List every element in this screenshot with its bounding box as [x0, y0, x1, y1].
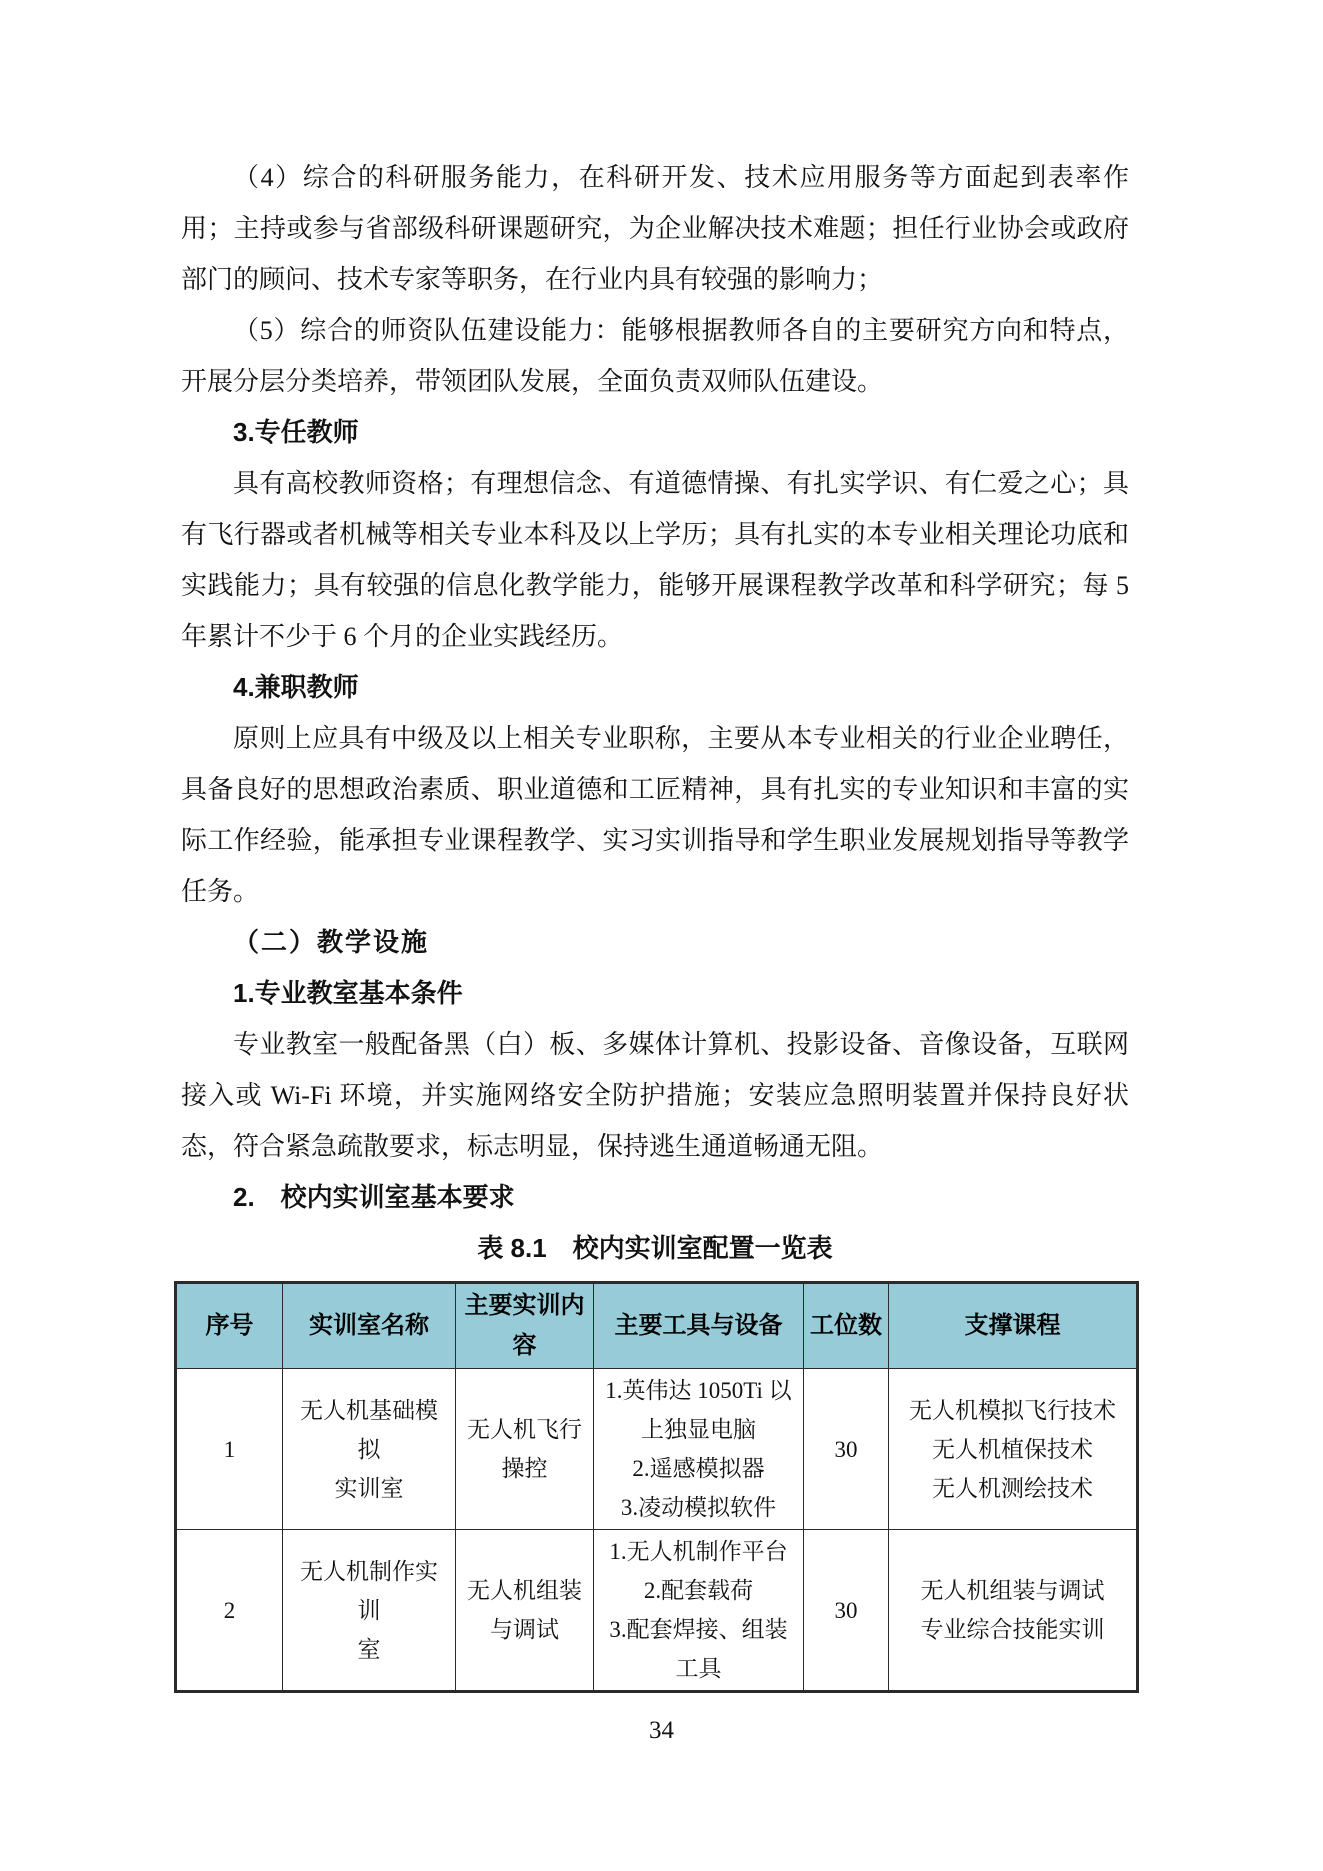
table-row [176, 1369, 1138, 1530]
cell-主要工具与设备 [594, 1369, 804, 1530]
cell-line: 1.无人机制作平台 [609, 1539, 788, 1564]
cell-line: 无人机制作实训 [300, 1558, 438, 1623]
cell-支撑课程 [889, 1530, 1138, 1692]
column-header: 序号 [176, 1283, 283, 1369]
cell-line: 无人机测绘技术 [932, 1475, 1093, 1501]
section-heading: （二）教学设施 [233, 928, 430, 957]
cell-line: 室 [357, 1636, 381, 1662]
table-header-row [176, 1283, 1138, 1369]
cell-主要工具与设备 [594, 1530, 804, 1692]
paragraph: 原则上应具有中级及以上相关专业职称，主要从本专业相关的行业企业聘任，具备良好的思想政治素质、职业道德和工匠精神，具有扎实的专业知识和丰富的实际工作经验，能承担专业课程教学、实习实训指导和学生职业发展规划指导等教学任务。 [181, 724, 1129, 906]
cell-line: 无人机基础模拟 [300, 1397, 438, 1462]
cell-实训室名称 [283, 1369, 456, 1530]
section-heading: 1.专业教室基本条件 [233, 978, 463, 1008]
paragraph: 具有高校教师资格；有理想信念、有道德情操、有扎实学识、有仁爱之心；具有飞行器或者机械等相关专业本科及以上学历；具有扎实的本专业相关理论功底和实践能力；具有较强的信息化教学能力，能够开展课程教学改革和科学研究；每 5 年累计不少于 6 个月的企业实践经历。 [181, 469, 1129, 651]
section-heading: 4.兼职教师 [233, 672, 359, 702]
section-heading: 2. 校内实训室基本要求 [233, 1182, 515, 1212]
cell-line: 无人机植保技术 [932, 1436, 1093, 1462]
training-room-table [174, 1281, 1139, 1693]
column-header: 工位数 [804, 1283, 889, 1369]
cell-实训室名称 [283, 1530, 456, 1692]
cell-主要实训内容 [456, 1369, 594, 1530]
cell-line: 专业综合技能实训 [920, 1617, 1105, 1642]
cell-line: 实训室 [334, 1475, 404, 1501]
table-caption: 表 8.1 校内实训室配置一览表 [477, 1233, 833, 1263]
cell-line: 无人机飞行 [467, 1417, 582, 1442]
paragraph: （4）综合的科研服务能力，在科研开发、技术应用服务等方面起到表率作用；主持或参与省部级科研课题研究，为企业解决技术难题；担任行业协会或政府部门的顾问、技术专家等职务，在行业内具有较强的影响力； [181, 163, 1129, 294]
cell-line: 无人机组装 [467, 1578, 582, 1603]
table-row [176, 1530, 1138, 1692]
cell-line: 与调试 [490, 1617, 559, 1642]
cell-工位数: 30 [804, 1369, 889, 1530]
cell-line: 2.遥感模拟器 [632, 1456, 765, 1481]
cell-line: 无人机组装与调试 [920, 1578, 1105, 1603]
cell-序号: 1 [176, 1369, 283, 1530]
cell-line: 3.凌动模拟软件 [620, 1495, 777, 1520]
cell-序号: 2 [176, 1530, 283, 1692]
cell-line: 无人机模拟飞行技术 [909, 1397, 1116, 1423]
paragraph: （5）综合的师资队伍建设能力：能够根据教师各自的主要研究方向和特点，开展分层分类培养，带领团队发展，全面负责双师队伍建设。 [181, 316, 1129, 396]
cell-支撑课程 [889, 1369, 1138, 1530]
page-number: 34 [649, 1717, 674, 1744]
section-heading: 3.专任教师 [233, 417, 359, 447]
column-header: 主要工具与设备 [594, 1283, 804, 1369]
cell-line: 3.配套焊接、组装工具 [609, 1617, 788, 1681]
paragraph: 专业教室一般配备黑（白）板、多媒体计算机、投影设备、音像设备，互联网接入或 Wi-Fi 环境，并实施网络安全防护措施；安装应急照明装置并保持良好状态，符合紧急疏散要求，标志明显，保持逃生通道畅通无阻。 [181, 1030, 1129, 1161]
document-body [181, 152, 1129, 1693]
column-header: 支撑课程 [889, 1283, 1138, 1369]
column-header: 主要实训内容 [456, 1283, 594, 1369]
text-blocks [181, 152, 1129, 1223]
cell-工位数: 30 [804, 1530, 889, 1692]
cell-line: 1.英伟达 1050Ti 以上独显电脑 [605, 1378, 792, 1442]
cell-主要实训内容 [456, 1530, 594, 1692]
cell-line: 2.配套载荷 [643, 1578, 754, 1603]
column-header: 实训室名称 [283, 1283, 456, 1369]
cell-line: 操控 [501, 1456, 548, 1481]
